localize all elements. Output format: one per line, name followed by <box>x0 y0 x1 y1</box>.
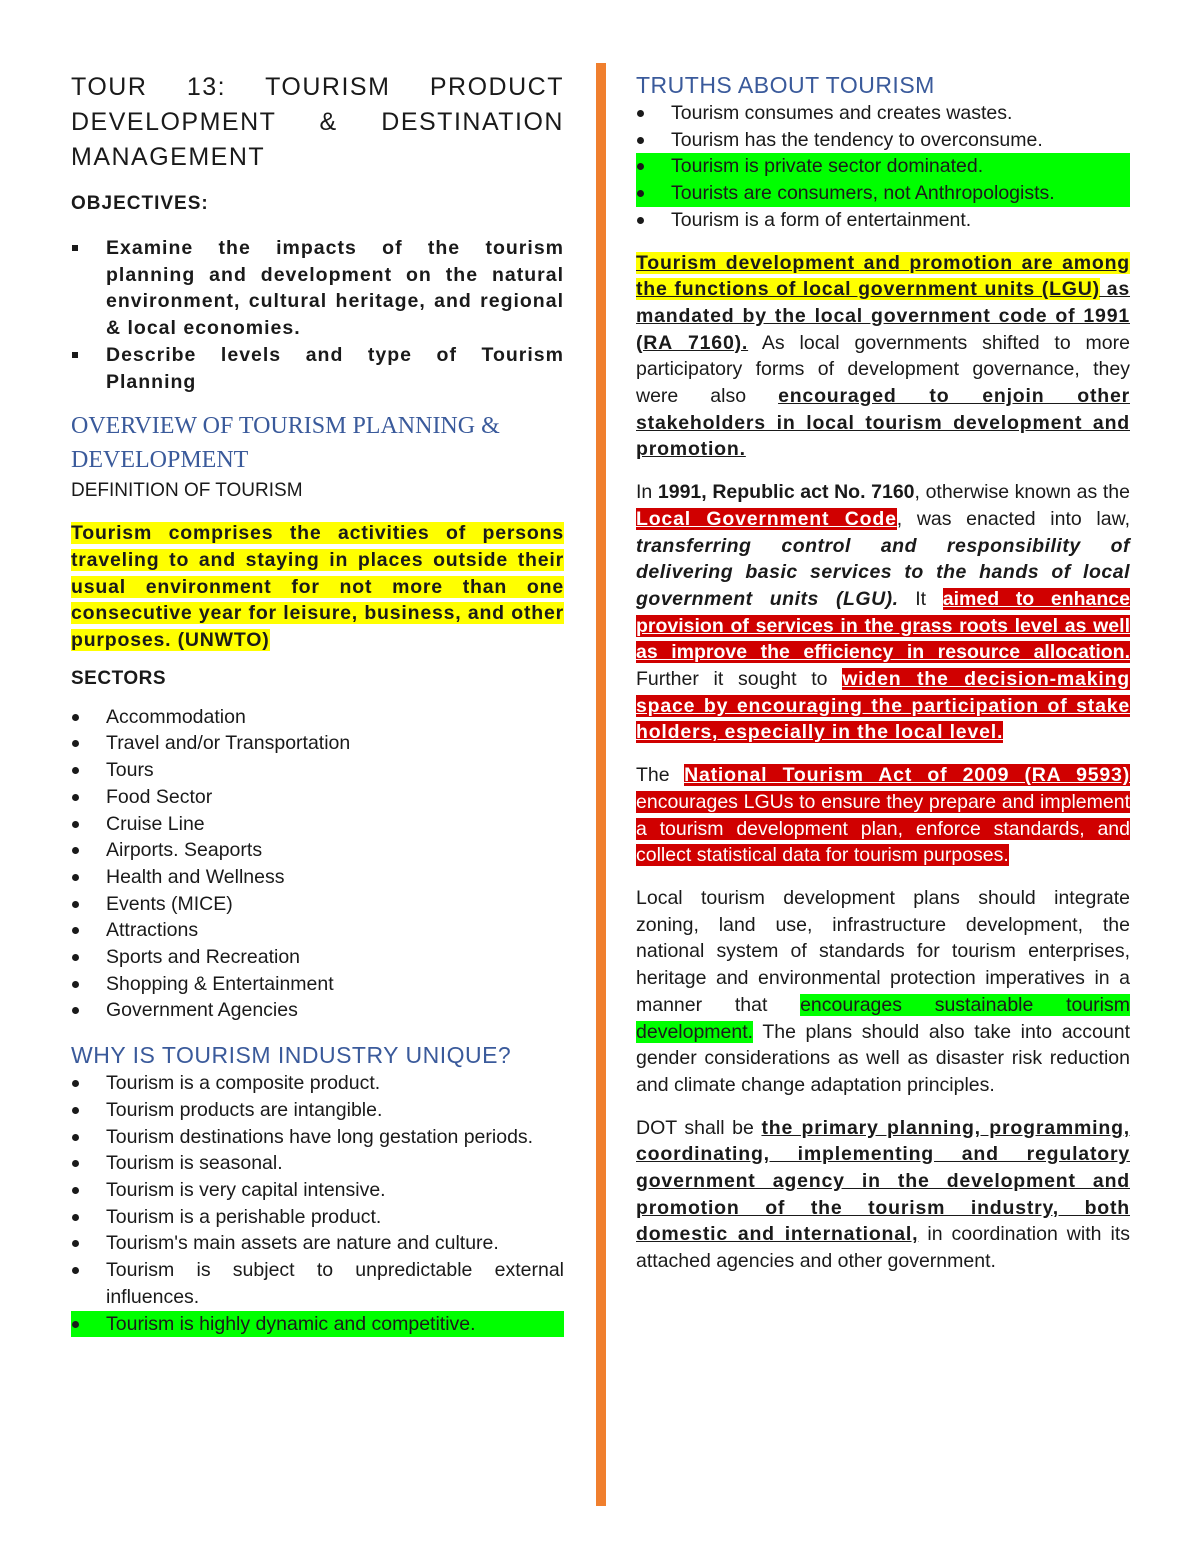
definition-heading: DEFINITION OF TOURISM <box>71 480 303 502</box>
list-item: Tourism products are intangible. <box>106 1098 383 1121</box>
list-item-highlighted: Tourists are consumers, not Anthropologists. <box>636 180 1130 207</box>
list-item: Accommodation <box>106 705 246 728</box>
list-item: Food Sector <box>106 785 213 808</box>
list-item: Cruise Line <box>106 812 205 835</box>
objectives-list <box>71 235 564 395</box>
list-item: Government Agencies <box>106 999 298 1022</box>
document-title: TOUR 13: TOURISM PRODUCT DEVELOPMENT & DESTINATION MANAGEMENT <box>71 73 564 171</box>
list-item: Tourism's main assets are nature and culture. <box>106 1232 499 1255</box>
truths-heading: TRUTHS ABOUT TOURISM <box>636 72 935 98</box>
list-item: Tourism destinations have long gestation periods. <box>106 1125 534 1148</box>
column-divider <box>596 63 606 1506</box>
overview-heading: OVERVIEW OF TOURISM PLANNING & DEVELOPMENT <box>71 413 500 474</box>
list-item: Tourism has the tendency to overconsume. <box>671 128 1043 151</box>
list-item: Attractions <box>106 919 199 942</box>
list-item: Events (MICE) <box>106 892 233 915</box>
ra7160-paragraph: In 1991, Republic act No. 7160, otherwise known as the Local Government Code, was enacted into law, transferring control and responsibility of delivering basic services to the hands of local government units (LGU). It aimed to enhance provision of services in the grass roots level as well as improve the efficiency in resource allocation. Further it sought to widen the decision-making space by encouraging the participation of stake holders, especially in the local level. <box>636 481 1130 744</box>
list-item: Tours <box>106 759 154 782</box>
list-item: Health and Wellness <box>106 865 285 888</box>
list-item-highlighted: Tourism is private sector dominated. <box>636 153 1130 180</box>
list-item: Tourism is a composite product. <box>106 1072 381 1095</box>
right-column <box>636 70 1130 1291</box>
list-item: Travel and/or Transportation <box>106 732 351 755</box>
list-item-highlighted: Tourism is highly dynamic and competitive. <box>71 1311 564 1338</box>
dot-paragraph: DOT shall be the primary planning, programming, coordinating, implementing and regulatory government agency in the development and promotion of the tourism industry, both domestic and international, in coordination with its attached agencies and other government. <box>636 1116 1130 1273</box>
lgu-paragraph: Tourism development and promotion are among the functions of local government units (LGU) as mandated by the local government code of 1991 (RA 7160). As local governments shifted to more participatory forms of development governance, they were also encouraged to enjoin other stakeholders in local tourism development and promotion. <box>636 251 1130 461</box>
sectors-list <box>71 704 564 1024</box>
list-item: Examine the impacts of the tourism planning and development on the natural environment, cultural heritage, and regional & local economies. <box>106 237 564 340</box>
list-item: Tourism is a form of entertainment. <box>671 208 972 231</box>
objectives-heading: OBJECTIVES: <box>71 193 209 214</box>
list-item: Shopping & Entertainment <box>106 972 334 995</box>
list-item: Describe levels and type of Tourism Planning <box>106 343 564 393</box>
list-item: Tourism is seasonal. <box>106 1152 283 1175</box>
unique-heading: WHY IS TOURISM INDUSTRY UNIQUE? <box>71 1042 512 1069</box>
list-item: Tourism consumes and creates wastes. <box>671 102 1013 124</box>
list-item: Tourism is very capital intensive. <box>106 1178 386 1201</box>
list-item: Tourism is a perishable product. <box>106 1205 382 1228</box>
truths-list <box>636 100 1130 234</box>
list-item: Airports. Seaports <box>106 839 263 862</box>
local-plans-paragraph: Local tourism development plans should integrate zoning, land use, infrastructure development, the national system of standards for tourism enterprises, heritage and environmental protection imperatives in a manner that encourages sustainable tourism development. The plans should also take into account gender considerations as well as disaster risk reduction and climate change adaptation principles. <box>636 886 1130 1096</box>
ra9593-paragraph: The National Tourism Act of 2009 (RA 9593) encourages LGUs to ensure they prepare and implement a tourism development plan, enforce standards, and collect statistical data for tourism purposes. <box>636 764 1130 867</box>
left-column <box>71 70 564 1337</box>
tourism-definition: Tourism comprises the activities of persons traveling to and staying in places outside their usual environment for not more than one consecutive year for leisure, business, and other purposes. (UNWTO) <box>71 522 564 652</box>
list-item: Tourism is subject to unpredictable external influences. <box>106 1259 564 1308</box>
unique-list <box>71 1070 564 1337</box>
list-item: Sports and Recreation <box>106 946 301 969</box>
sectors-heading: SECTORS <box>71 667 167 689</box>
